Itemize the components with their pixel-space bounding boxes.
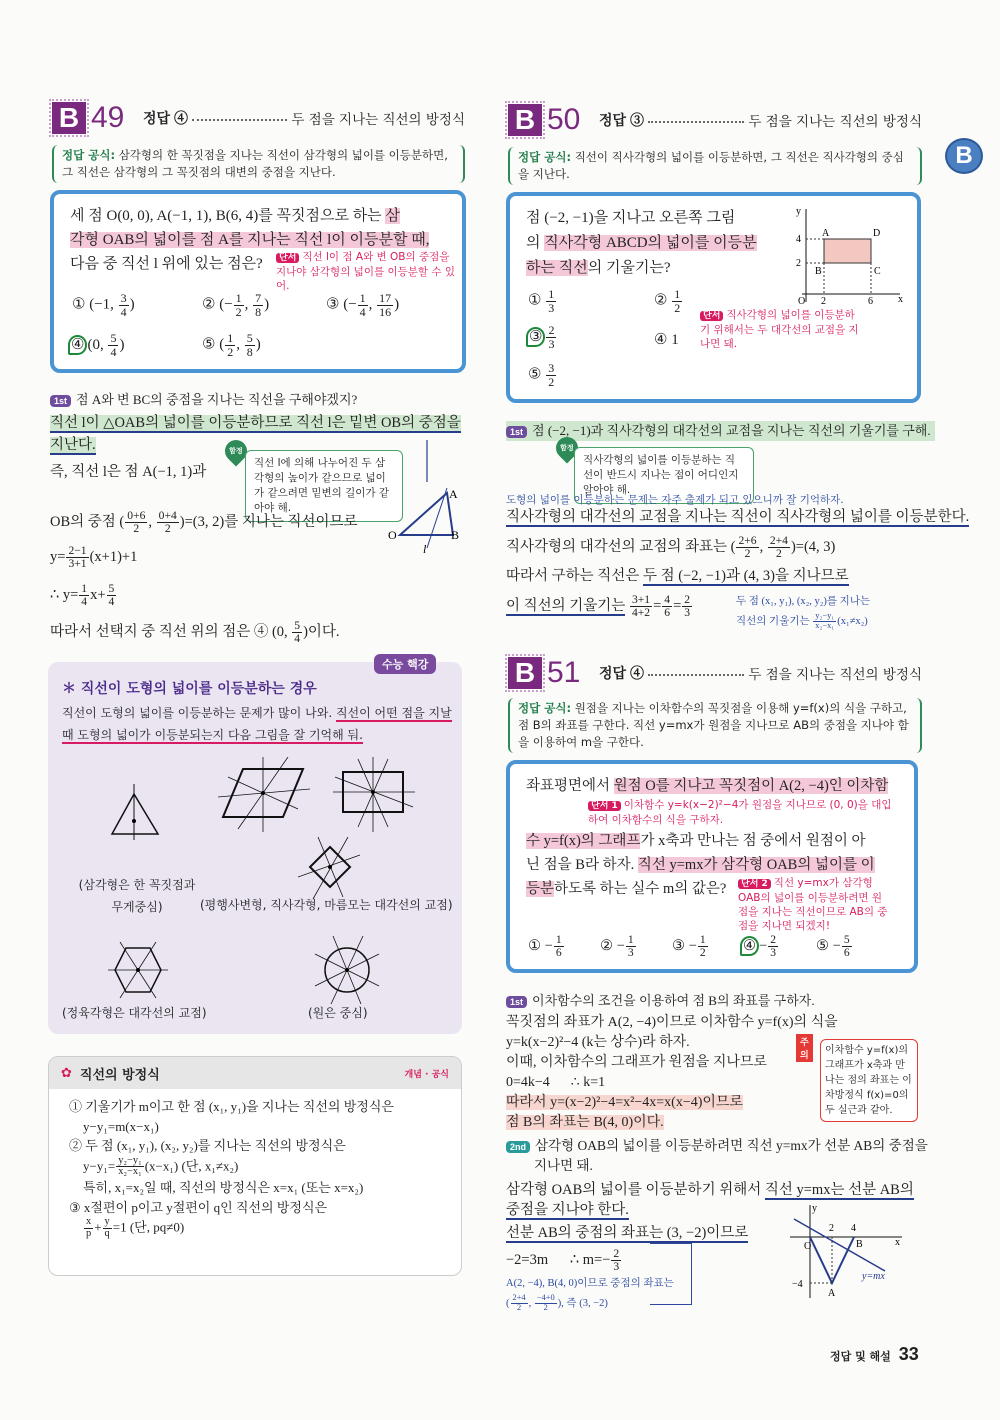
hint-2: 단서 2 직선 y=mx가 삼각형 OAB의 넓이를 이등분하려면 원점을 지나는 직선이므로 AB의 중점을 지나면 되겠지!: [738, 877, 888, 932]
question-text: 점 (−2, −1)을 지나고 오른쪽 그림 의 직사각형 ABCD의 넓이를 이등분 하는 직선의 기울기는?: [526, 210, 757, 276]
question-text: 세 점 O(0, 0), A(−1, 1), B(6, 4)를 꼭짓점으로 하는 삼 각형 OAB의 넓이를 점 A를 지나는 직선 l이 이등분할 때, 다음 중 직선 l 위에 있는 점은?: [70, 208, 430, 272]
choice-2[interactable]: ② − $\frac{1}{3}$: [600, 933, 634, 960]
choice-5[interactable]: ⑤ $\frac{3}{2}$: [528, 361, 555, 389]
parallelogram-bisect-icon: [218, 757, 318, 837]
choice-1[interactable]: ① − $\frac{1}{6}$: [528, 933, 562, 960]
choice-2[interactable]: ② $\frac{1}{2}$: [654, 287, 681, 315]
fraction: $\frac{1}{2}$: [235, 291, 242, 319]
fig-label: A: [449, 487, 458, 501]
svg-text:C: C: [874, 266, 881, 277]
fraction: $\frac{2}{3}$: [684, 593, 691, 620]
level-badge: B: [508, 104, 542, 136]
solution-line: 직사각형의 대각선의 교점의 좌표는 ( $\frac{2+6}{2}$ , $\frac{2+4}{2}$ )=(4, 3): [506, 534, 836, 561]
svg-text:6: 6: [868, 296, 873, 304]
fraction: $\frac{0+4}{2}$: [158, 509, 177, 536]
answer-label: 정답 ④: [599, 665, 644, 681]
fraction: $\frac{2+4}{2}$: [769, 534, 788, 561]
rectangle-bisect-icon: [333, 757, 423, 837]
svg-text:4: 4: [796, 234, 801, 245]
solution-line: 삼각형 OAB의 넓이를 이등분하기 위해서 직선 y=mx는 선분 AB의 중점을 지나야 한다.: [506, 1182, 914, 1218]
solution-line: 선분 AB의 중점의 좌표는 (3, −2)이므로: [506, 1225, 749, 1241]
topic-label: 두 점을 지나는 직선의 방정식: [748, 114, 922, 130]
solution-key-line: 직선 l이 △OAB의 넓이를 이등분하므로 직선 l은 밑변 OB의 중점을 지난다.: [50, 415, 461, 453]
answer-formula: [52, 145, 465, 183]
tip-title: ＊ 직선이 도형의 넓이를 이등분하는 경우: [62, 681, 317, 697]
level-badge: B: [508, 657, 542, 689]
topic-label: 두 점을 지나는 직선의 방정식: [748, 667, 922, 683]
section-tab: [945, 138, 983, 174]
fraction: $\frac{5}{4}$: [110, 331, 117, 359]
footer-label: 정답 및 해설: [830, 1350, 891, 1363]
trap-callout: [556, 437, 739, 496]
dot-leader: [192, 119, 287, 121]
fraction: $\frac{\text{y₂−y₁}}{\text{x₂−x₁}}$: [118, 1154, 142, 1178]
fraction: $\frac{1}{4}$: [81, 582, 88, 609]
caption-triangle: (삼각형은 한 꼭짓점과 무게중심): [78, 878, 196, 914]
svg-text:B: B: [451, 528, 460, 542]
fraction: $\frac{1}{2}$: [674, 287, 681, 315]
hexagon-bisect-icon: [108, 940, 168, 1000]
answer-label: 정답 ③: [599, 112, 644, 128]
problem-49-box: [50, 190, 466, 373]
problem-49-header: [52, 100, 465, 136]
tip-text: 직선이 도형의 넓이를 이등분하는 문제가 많이 나와. 직선이 어떤 점을 지날 때 도형의 넓이가 이등분되는지 다음 그림을 잘 기억해 둬.: [62, 706, 452, 742]
question-line: 수 y=f(x)의 그래프가 x축과 만나는 점 중에서 원점이 아: [526, 833, 866, 849]
trap-callout: [225, 440, 390, 514]
answer-circle-mark: ④: [68, 335, 87, 355]
question-line: 등분하도록 하는 실수 m의 값은?: [526, 881, 727, 897]
question-line: 좌표평면에서 원점 O를 지나고 꼭짓점이 A(2, −4)인 이차함: [526, 778, 889, 794]
topic-label: 두 점을 지나는 직선의 방정식: [291, 112, 465, 128]
svg-text:4: 4: [851, 1223, 856, 1234]
formula-label: 정답 공식:: [62, 148, 116, 162]
svg-text:y: y: [812, 1203, 817, 1214]
level-badge: B: [52, 102, 86, 134]
fraction: $\frac{1}{3}$: [627, 933, 634, 960]
trap-pin-icon: 함정: [220, 435, 251, 466]
problem-51-header: [508, 655, 922, 691]
rectangle-graph: [790, 204, 910, 304]
step-2: 2nd 삼각형 OAB의 넓이를 이등분하려면 직선 y=mx가 선분 AB의 중점을 지나면 돼.: [506, 1136, 928, 1176]
section-tab-letter: B: [955, 142, 973, 169]
solution-line: OB의 중점 ( $\frac{0+6}{2}$ , $\frac{0+4}{2}$ )=(3, 2)를 지나는 직선이므로: [50, 509, 358, 536]
tip-badge: 수능 핵강: [374, 654, 436, 674]
svg-text:y=mx: y=mx: [862, 1271, 885, 1282]
triangle-bisect-icon: [108, 782, 168, 842]
svg-text:x: x: [895, 1237, 900, 1248]
choice-3[interactable]: ③ − $\frac{1}{2}$: [672, 933, 706, 960]
svg-text:−4: −4: [792, 1279, 803, 1290]
svg-text:2: 2: [796, 258, 801, 269]
choice-4-selected[interactable]: ④ (0, $\frac{5}{4}$ ): [68, 332, 124, 358]
choice-3-selected[interactable]: ③ $\frac{2}{3}$: [526, 324, 557, 350]
fraction: $\frac{2+6}{2}$: [738, 534, 757, 561]
concept-tag: 개념 · 공식: [404, 1069, 449, 1080]
choice-5[interactable]: ⑤ − $\frac{5}{6}$: [816, 933, 850, 960]
dot-leader: [648, 121, 744, 123]
choice-3[interactable]: ③ (− $\frac{1}{4}$ , $\frac{17}{16}$ ): [326, 291, 400, 319]
fraction: $\frac{1}{2}$: [699, 933, 706, 960]
formula-text: 삼각형의 한 꼭짓점을 지나는 직선이 삼각형의 넓이를 이등분하면, 그 직선은 삼각형의 그 꼭짓점의 대변의 중점을 지난다.: [62, 148, 448, 179]
warning-flag-icon: 주의: [796, 1034, 813, 1062]
problem-50-box: [506, 192, 921, 403]
solution-line: ∴ y= $\frac{1}{4}$ x+ $\frac{5}{4}$: [50, 582, 115, 609]
svg-text:O: O: [388, 528, 397, 542]
fraction: $\frac{5}{4}$: [294, 619, 301, 646]
step-1: 1st 점 (−2, −1)과 직사각형의 대각선의 교점을 지나는 직선의 기울기를 구해.: [506, 421, 935, 441]
svg-text:A: A: [828, 1288, 836, 1298]
svg-text:2: 2: [821, 296, 826, 304]
solution-conclusion: 따라서 선택지 중 직선 위의 점은 ④ (0, $\frac{5}{4}$ )이다.: [50, 619, 340, 646]
caption-quadrilateral: (평행사변형, 직사각형, 마름모는 대각선의 교점): [200, 898, 453, 912]
answer-label: 정답 ④: [143, 110, 188, 126]
dot-leader: [648, 674, 744, 676]
svg-text:l: l: [423, 542, 427, 555]
fraction: $\frac{1}{2}$: [227, 331, 234, 359]
solution-line: 이 직선의 기울기는 $\frac{3+1}{4+2}$ = $\frac{4}{6}$ = $\frac{2}{3}$: [506, 593, 691, 620]
svg-text:2: 2: [829, 1223, 834, 1234]
rhombus-bisect-icon: [298, 837, 368, 902]
page-number: 33: [898, 1344, 919, 1364]
trap-pin-icon: 함정: [551, 432, 582, 463]
triangle-figure: [385, 440, 465, 555]
fraction: $\frac{1}{3}$: [548, 287, 555, 315]
solution-line: −2=3m ∴ m=− $\frac{2}{3}$: [506, 1247, 620, 1274]
memo-note: 도형의 넓이를 이등분하는 문제는 자주 출제가 되고 있으니까 잘 기억하자.: [506, 494, 844, 506]
hint-note: 단서 직선 l이 점 A와 변 OB의 중점을 지나야 삼각형의 넓이를 이등분할 수 있어.: [276, 251, 455, 292]
svg-text:O: O: [798, 296, 806, 304]
fraction: $\frac{2}{3}$: [548, 323, 555, 351]
fraction: $\frac{5}{6}$: [843, 933, 850, 960]
answer-formula: 정답 공식: 직선이 직사각형의 넓이를 이등분하면, 그 직선은 직사각형의 중심을 지난다.: [508, 147, 922, 185]
caption-circle: (원은 중심): [308, 1006, 368, 1020]
solution-key-line: 직사각형의 대각선의 교점을 지나는 직선이 직사각형의 넓이를 이등분한다.: [506, 509, 970, 525]
fraction: $\frac{2+4}{2}$: [512, 1293, 526, 1313]
fraction: $\frac{-4+0}{2}$: [536, 1293, 555, 1313]
solution-line: y= $\frac{2-1}{3+1}$ (x+1)+1: [50, 544, 138, 571]
fraction: $\frac{2-1}{3+1}$: [68, 544, 87, 571]
warning-text: 이차함수 y=f(x)의 그래프가 x축과 만나는 점의 좌표는 이차방정식 f(x)=0의 두 실근과 같아.: [820, 1039, 918, 1122]
problem-number: 49: [91, 101, 125, 134]
note-bracket-line: [650, 1243, 692, 1305]
fraction: $\frac{1}{6}$: [555, 933, 562, 960]
svg-text:B: B: [815, 266, 822, 277]
answer-formula: 정답 공식: 원점을 지나는 이차함수의 꼭짓점을 이용해 y=f(x)의 식을 구하고, 점 B의 좌표를 구한다. 직선 y=mx가 원점을 지나므로 AB의 중점을 지나야 함을 이용하여 m을 구한다.: [508, 698, 922, 753]
svg-text:B: B: [856, 1239, 863, 1250]
concept-box: [48, 1056, 462, 1276]
fraction: $\frac{3}{4}$: [120, 291, 127, 319]
page-footer: [830, 1344, 919, 1365]
fraction: $\frac{0+6}{2}$: [127, 509, 146, 536]
trap-text: 직선 l에 의해 나누어진 두 삼각형의 높이가 같으므로 넓이가 같으려면 밑변의 길이가 같아야 해.: [245, 450, 403, 522]
fraction: $\frac{5}{8}$: [246, 331, 253, 359]
solution-line: 따라서 구하는 직선은 두 점 (−2, −1)과 (4, 3)을 지나므로: [506, 568, 849, 584]
midpoint-note: A(2, −4), B(4, 0)이므로 중점의 좌표는 ( $\frac{2+4}{2}$ , $\frac{-4+0}{2}$ ), 즉 (3, −2): [506, 1278, 674, 1313]
flower-icon: ✿: [61, 1065, 72, 1081]
solution-line: 즉, 직선 l은 점 A(−1, 1)과: [50, 464, 207, 480]
concept-content: ① 기울기가 m이고 한 점 (x₁, y₁)을 지나는 직선의 방정식은 y−y₁=m(x−x₁) ② 두 점 (x₁, y₁), (x₂, y₂)를 지나는 직선의 방정식은 y−y₁= $\frac{\text{y₂−y₁}}{\text{x₂−x₁}}$ (x−x₁) (단, x₁≠x₂) 특히, x₁=x₂일 때, 직선의 방정식은 x=x₁ (또는 x=x₂) ③ x절편이 p이고 y절편이 q인 직선의 방정식은 $\frac{x}{p}$ + $\frac{y}{q}$ =1 (단, pq≠0): [69, 1099, 394, 1240]
choice-2[interactable]: ② (− $\frac{1}{2}$ , $\frac{7}{8}$ ): [202, 291, 270, 319]
circle-bisect-icon: [313, 934, 381, 1006]
fraction: $\frac{7}{8}$: [255, 291, 262, 319]
tip-box: [48, 658, 462, 1034]
fraction: $\frac{x}{p}$: [86, 1216, 92, 1240]
parabola-triangle-graph: [790, 1203, 910, 1298]
fraction: $\frac{17}{16}$: [379, 291, 392, 319]
hint-note: 단서 직사각형의 넓이를 이등분하기 위해서는 두 대각선의 교점을 지나면 돼.: [700, 309, 859, 350]
choice-1[interactable]: ① (−1, $\frac{3}{4}$ ): [72, 291, 135, 319]
problem-number: 51: [547, 656, 581, 689]
question-line: 닌 점을 B라 하자. 직선 y=mx가 삼각형 OAB의 넓이를 이: [526, 857, 875, 873]
step-1: 1st 점 A와 변 BC의 중점을 지나는 직선을 구해야겠지?: [50, 390, 357, 410]
choice-1[interactable]: ① $\frac{1}{3}$: [528, 287, 555, 315]
svg-text:x: x: [898, 294, 903, 304]
fraction: $\frac{2}{3}$: [613, 1247, 620, 1274]
fraction: $\frac{2}{3}$: [770, 933, 776, 960]
choice-5[interactable]: ⑤ ( $\frac{1}{2}$ , $\frac{5}{8}$ ): [202, 331, 261, 359]
svg-text:y: y: [796, 206, 801, 217]
problem-51-box: [506, 760, 918, 973]
solution-block: 꼭짓점의 좌표가 A(2, −4)이므로 이차함수 y=f(x)의 식을 y=k(x−2)²−4 (k는 상수)라 하자. 이때, 이차함수의 그래프가 원점을 지나므로 0=4k−4 ∴ k=1 따라서 y=(x−2)²−4=x²−4x=x(x−4)이므로 점 B의 좌표는 B(4, 0)이다.: [506, 1015, 838, 1130]
fraction: $\frac{3}{2}$: [548, 361, 555, 389]
svg-text:O: O: [804, 1241, 812, 1252]
problem-number: 50: [547, 103, 581, 136]
fraction: $\frac{y}{q}$: [104, 1216, 110, 1240]
fraction: $\frac{4}{6}$: [664, 593, 671, 620]
hint-1: 단서 1 이차함수 y=k(x−2)²−4가 원점을 지나므로 (0, 0)을 대입하여 이차함수의 식을 구하자.: [588, 799, 892, 826]
fraction: $\frac{1}{4}$: [359, 291, 366, 319]
side-formula: 두 점 (x₁, y₁), (x₂, y₂)를 지나는 직선의 기울기는 $\frac{\text{y₂−y₁}}{\text{x₂−x₁}}$ (x₁≠x₂): [736, 596, 871, 631]
fraction: $\frac{5}{4}$: [108, 582, 115, 609]
choice-4-selected[interactable]: ④ − $\frac{2}{3}$: [740, 934, 779, 959]
step-1: 1st 이차함수의 조건을 이용하여 점 B의 좌표를 구하자.: [506, 991, 815, 1011]
trap-text: 직사각형의 넓이를 이등분하는 직선이 반드시 지나는 점이 어디인지 알아야 해.: [574, 447, 754, 504]
caption-hexagon: (정육각형은 대각선의 교점): [62, 1006, 207, 1020]
concept-header: ✿ 직선의 방정식 개념 · 공식: [49, 1057, 461, 1089]
fraction: $\frac{3+1}{4+2}$: [631, 593, 651, 620]
choice-4[interactable]: ④ 1: [654, 332, 679, 348]
problem-50-header: [508, 102, 922, 138]
fraction: $\frac{\text{y₂−y₁}}{\text{x₂−x₁}}$: [815, 611, 835, 631]
svg-text:A: A: [822, 228, 830, 239]
svg-text:D: D: [873, 228, 881, 239]
